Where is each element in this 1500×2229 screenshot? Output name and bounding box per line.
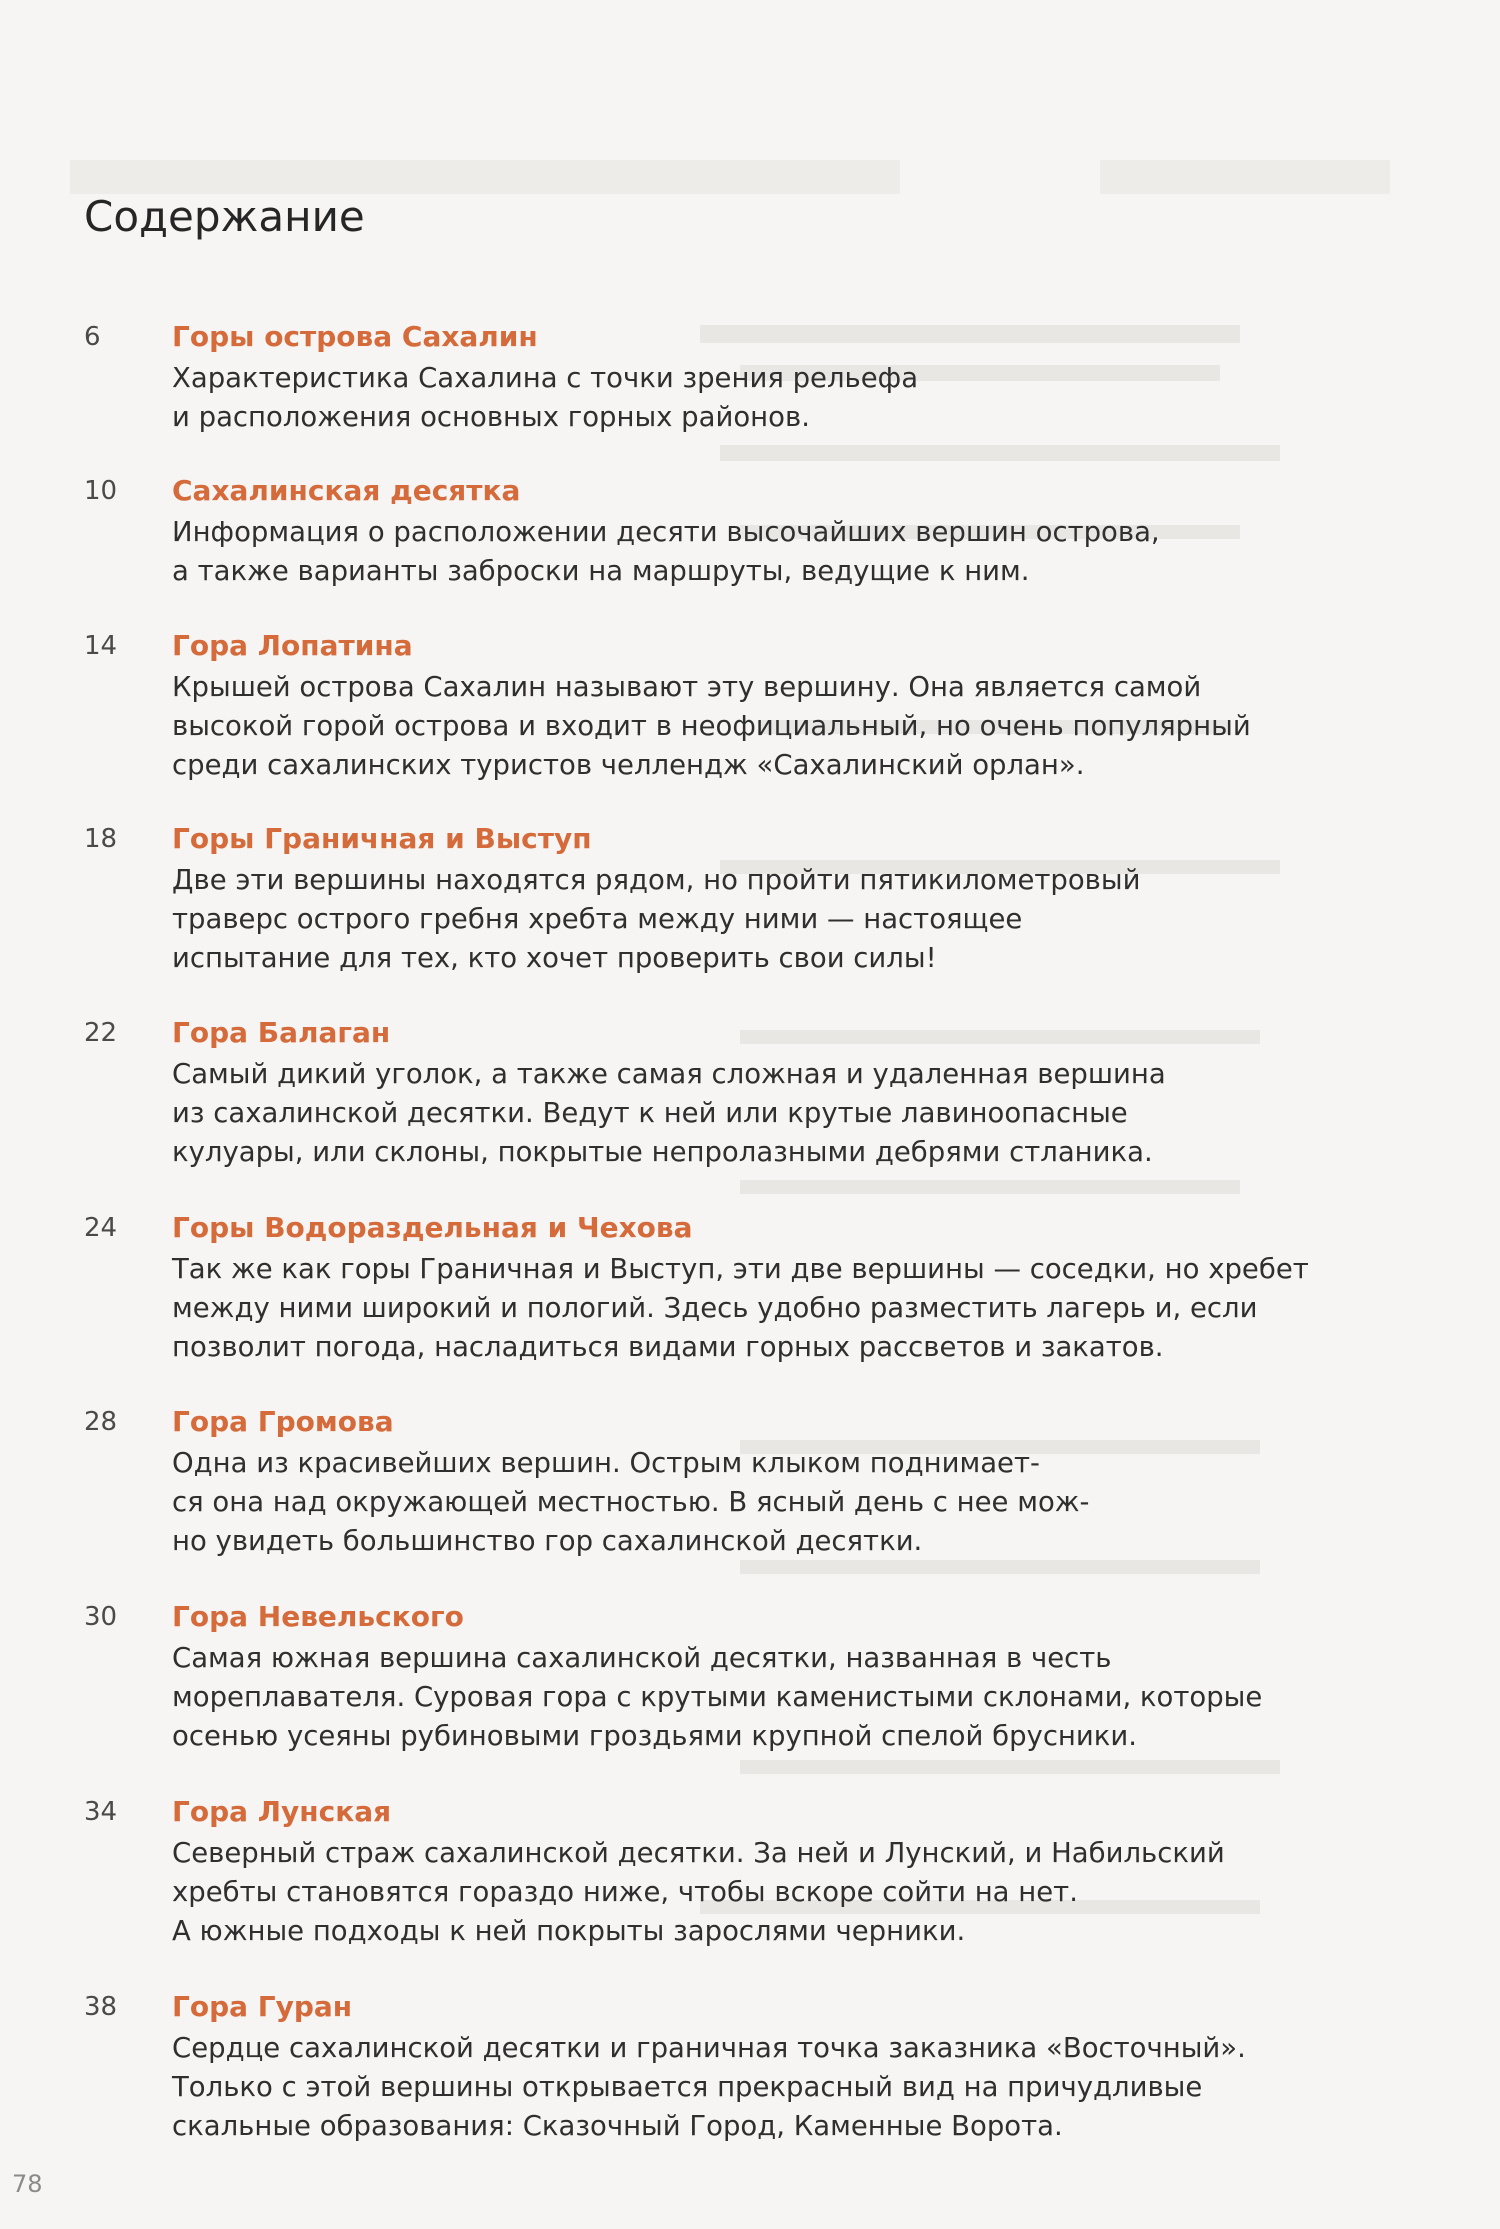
description-line: А южные подходы к ней покрыты зарослями черники. [172,1915,966,1947]
description-line: Северный страж сахалинской десятки. За ней и Лунский, и Набильский [172,1837,1225,1869]
entry-description [172,2029,1246,2146]
entry-page-number: 30 [84,1602,118,1632]
description-line: испытание для тех, кто хочет проверить свои силы! [172,942,937,974]
entry-description [172,359,918,437]
description-line: Сердце сахалинской десятки и граничная точка заказника «Восточный». [172,2032,1246,2064]
description-line: но увидеть большинство гор сахалинской десятки. [172,1525,923,1557]
description-line: ся она над окружающей местностью. В ясный день с нее мож- [172,1486,1090,1518]
description-line: мореплавателя. Суровая гора с крутыми каменистыми склонами, которые [172,1681,1263,1713]
description-line: Только с этой вершины открывается прекрасный вид на причудливые [172,2071,1203,2103]
entry-title: Гора Лопатина [172,629,413,662]
description-line: траверс острого гребня хребта между ними — настоящее [172,903,1023,935]
entry-description [172,1250,1309,1367]
page-title: Содержание [84,192,365,241]
entry-title: Сахалинская десятка [172,474,521,507]
entry-title: Гора Гуран [172,1990,353,2023]
entry-page-number: 28 [84,1407,118,1437]
entry-title: Гора Балаган [172,1016,391,1049]
description-line: Самый дикий уголок, а также самая сложная и удаленная вершина [172,1058,1166,1090]
entry-page-number: 24 [84,1213,118,1243]
entry-page-number: 18 [84,824,118,854]
description-line: скальные образования: Сказочный Город, Каменные Ворота. [172,2110,1063,2142]
description-line: и расположения основных горных районов. [172,401,810,433]
description-line: из сахалинской десятки. Ведут к ней или крутые лавиноопасные [172,1097,1128,1129]
description-line: Информация о расположении десяти высочайших вершин острова, [172,516,1160,548]
entry-description [172,1639,1262,1756]
description-line: а также варианты заброски на маршруты, ведущие к ним. [172,555,1030,587]
entry-title: Гора Лунская [172,1795,392,1828]
entry-description [172,1055,1166,1172]
description-line: высокой горой острова и входит в неофициальный, но очень популярный [172,710,1251,742]
entry-description [172,1834,1225,1951]
entry-title: Горы острова Сахалин [172,320,538,353]
entry-page-number: 38 [84,1992,118,2022]
description-line: Характеристика Сахалина с точки зрения рельефа [172,362,919,394]
description-line: Так же как горы Граничная и Выступ, эти две вершины — соседки, но хребет [172,1253,1309,1285]
entry-title: Гора Громова [172,1405,394,1438]
entry-description [172,513,1160,591]
description-line: кулуары, или склоны, покрытые непролазными дебрями стланика. [172,1136,1153,1168]
entry-page-number: 22 [84,1018,118,1048]
description-line: Самая южная вершина сахалинской десятки, названная в честь [172,1642,1112,1674]
description-line: Одна из красивейших вершин. Острым клыком поднимает- [172,1447,1040,1479]
description-line: осенью усеяны рубиновыми гроздьями крупной спелой брусники. [172,1720,1138,1752]
description-line: Крышей острова Сахалин называют эту вершину. Она является самой [172,671,1202,703]
entry-title: Горы Граничная и Выступ [172,822,592,855]
entry-page-number: 6 [84,322,101,352]
description-line: Две эти вершины находятся рядом, но пройти пятикилометровый [172,864,1141,896]
entry-description [172,668,1251,785]
description-line: среди сахалинских туристов челлендж «Сахалинский орлан». [172,749,1085,781]
entry-page-number: 34 [84,1797,118,1827]
description-line: между ними широкий и пологий. Здесь удобно разместить лагерь и, если [172,1292,1258,1324]
entry-page-number: 10 [84,476,118,506]
entry-description [172,861,1140,978]
entry-title: Горы Водораздельная и Чехова [172,1211,693,1244]
description-line: позволит погода, насладиться видами горных рассветов и закатов. [172,1331,1164,1363]
entry-page-number: 14 [84,631,118,661]
page-folio-number: 78 [12,2170,43,2198]
description-line: хребты становятся гораздо ниже, чтобы вскоре сойти на нет. [172,1876,1078,1908]
entry-description [172,1444,1089,1561]
entry-title: Гора Невельского [172,1600,464,1633]
